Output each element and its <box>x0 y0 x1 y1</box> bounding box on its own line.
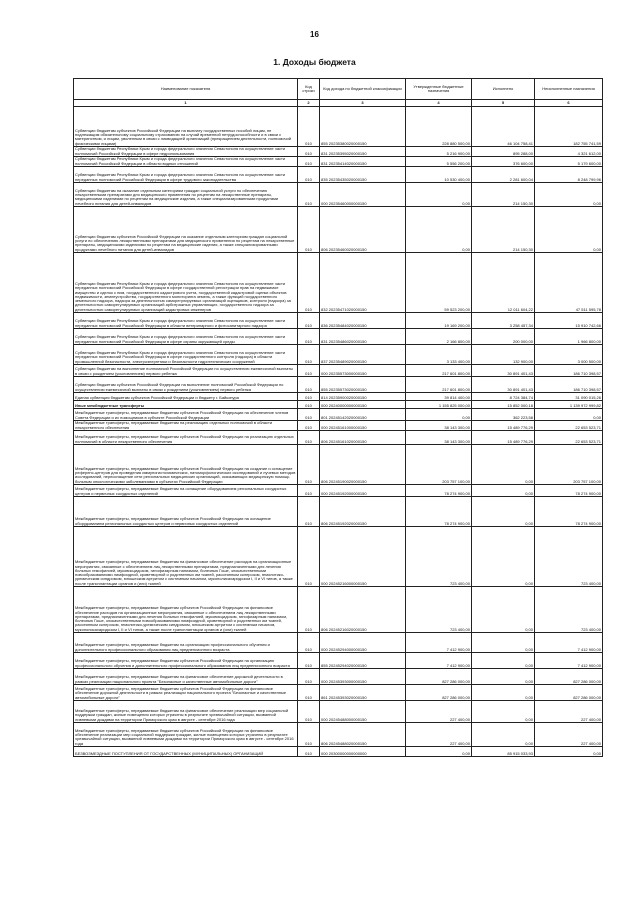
row-rest: 1 139 972 999,82 <box>535 401 603 409</box>
row-name: Межбюджетные трансферты, передаваемые бюджетам субъектов Российской Федерации на реализацию отдельных полномочий в области лекарственного обеспечения <box>74 431 298 445</box>
row-plan: 0,00 <box>406 183 472 207</box>
row-rest: 182 755 741,59 <box>535 107 603 147</box>
row-done: 200 000,00 <box>472 329 535 345</box>
row-kbk: 837 20235489020000150 <box>320 345 406 365</box>
row-line-code: 010 <box>298 207 320 253</box>
row-plan: 827 286 000,00 <box>406 685 472 701</box>
row-line-code: 010 <box>298 485 320 497</box>
row-kbk: 814 20235900020000150 <box>320 393 406 401</box>
col-number: 5 <box>472 100 535 107</box>
col-header-line-code: Код строки <box>298 79 320 100</box>
row-plan: 38 143 300,00 <box>406 421 472 431</box>
row-line-code: 010 <box>298 147 320 157</box>
section-heading: 1. Доходы бюджета <box>273 57 356 67</box>
row-rest: 31 090 015,26 <box>535 393 603 401</box>
row-plan: 7 412 900,00 <box>406 633 472 653</box>
table-row <box>74 365 603 377</box>
row-name: Субвенции бюджетам субъектов Российской Федерации на выполнение полномочий Российской Федерации по осуществлению ежемесячной выплаты в связи с рождением (усыновлением) первого ребенка <box>74 377 298 393</box>
row-name: Субвенции бюджетам Республики Крым и города федерального значения Севастополя на осуществление части переданных полномочий Российской Федерации в сфере охраны окружающей среды <box>74 329 298 345</box>
row-done: 85 915 033,93 <box>472 747 535 757</box>
row-done: 2 281 600,04 <box>472 167 535 183</box>
row-kbk: 806 20245190020000150 <box>320 445 406 485</box>
row-done: 15 489 776,29 <box>472 421 535 431</box>
row-name: Межбюджетные трансферты, передаваемые бюджетам на организацию профессионального обучения и дополнительного профессионального образования лиц предпенсионного возраста <box>74 633 298 653</box>
row-rest: 227 400,00 <box>535 723 603 747</box>
row-kbk: 000 20245488000000150 <box>320 701 406 723</box>
row-rest: 827 286 000,00 <box>535 685 603 701</box>
row-name: Субвенции бюджетам на оказание отдельным категориям граждан социальной услуги по обеспечению лекарственными препаратами для медицинского применения по рецептам на лекарственные препараты, медицинскими изделиями по рецептам на медицинские изделия, а также специализированными продуктами лечебного питания для детей-инвалидов <box>74 183 298 207</box>
row-line-code: 010 <box>298 445 320 485</box>
row-kbk: 836 20235484020000150 <box>320 313 406 329</box>
table-row <box>74 401 603 409</box>
col-header-plan: Утвержденные бюджетные назначения <box>406 79 472 100</box>
row-rest: 723 400,00 <box>535 587 603 633</box>
row-line-code: 010 <box>298 431 320 445</box>
row-line-code: 010 <box>298 393 320 401</box>
col-number: 2 <box>298 100 320 107</box>
row-name: Субвенции бюджетам Республики Крым и города федерального значения Севастополя на осуществление части переданных полномочий Российской Федерации в области ветеринарного и фитосанитарного надзора <box>74 313 298 329</box>
row-name: Субвенции бюджетам Республики Крым и города федерального значения Севастополя на осуществление части полномочий Российской Федерации в сфере недропользования <box>74 147 298 157</box>
row-done: 15 489 776,29 <box>472 431 535 445</box>
row-name: Субвенции бюджетам субъектов Российской Федерации на выплату государственных пособий лицам, не подлежащим обязательному социальному страхованию на случай временной нетрудоспособности и в связи с материнством, и лицам, уволенным в связи с ликвидацией организаций (прекращением деятельности, полномочий физическими лицами) <box>74 107 298 147</box>
row-rest: 0,00 <box>535 183 603 207</box>
row-plan: 7 412 900,00 <box>406 653 472 669</box>
row-plan: 723 400,00 <box>406 587 472 633</box>
row-name: Межбюджетные трансферты, передаваемые бюджетам на финансовое обеспечение дорожной деятельности в рамках реализации национального проекта "Безопасные и качественные автомобильные дороги" <box>74 669 298 685</box>
row-plan: 78 274 900,00 <box>406 485 472 497</box>
row-done: 15 852 000,18 <box>472 401 535 409</box>
row-name: Субвенции бюджетам Республики Крым и города федерального значения Севастополя на осуществление части полномочий Российской Федерации в области водных отношений <box>74 157 298 167</box>
table-row <box>74 431 603 445</box>
table-row <box>74 409 603 421</box>
table-row <box>74 485 603 497</box>
col-header-done: Исполнено <box>472 79 535 100</box>
income-table <box>73 78 603 757</box>
table-row <box>74 723 603 747</box>
row-plan: 0,00 <box>406 409 472 421</box>
row-name: Межбюджетные трансферты, передаваемые бюджетам субъектов Российской Федерации на оснащение оборудованием региональных сосудистых центров и первичных сосудистых отделений <box>74 497 298 527</box>
row-name: Межбюджетные трансферты, передаваемые бюджетам на реализацию отдельных полномочий в области лекарственного обеспечения <box>74 421 298 431</box>
row-plan: 217 601 800,00 <box>406 377 472 393</box>
row-kbk: 000 20235573000000150 <box>320 365 406 377</box>
table-row <box>74 685 603 701</box>
row-line-code: 010 <box>298 497 320 527</box>
row-plan: 0,00 <box>406 747 472 757</box>
row-done: 0,00 <box>472 653 535 669</box>
row-plan: 227 400,00 <box>406 723 472 747</box>
table-body <box>74 107 603 757</box>
row-kbk: 000 20300000000000000 <box>320 747 406 757</box>
row-rest: 22 653 523,71 <box>535 431 603 445</box>
table-row <box>74 207 603 253</box>
row-plan: 78 274 900,00 <box>406 497 472 527</box>
row-kbk: 806 20245161020000150 <box>320 431 406 445</box>
row-name: Межбюджетные трансферты, передаваемые бюджетам субъектов Российской Федерации на обеспечение членов Совета Федерации и их помощников в субъекте Российской Федерации <box>74 409 298 421</box>
row-line-code: 010 <box>298 107 320 147</box>
row-done: 30 891 401,43 <box>472 377 535 393</box>
row-kbk: 855 20245294020000150 <box>320 653 406 669</box>
row-name: Межбюджетные трансферты, передаваемые бюджетам на финансовое обеспечение расходов на организационные мероприятия, связанные с обеспечением лиц лекарственными препаратами, предназначенными для лечения больных гемофилией, муковисцидозом, гипофизарным нанизмом, болезнью Гоше, злокачественными новообразованиями лимфоидной, кроветворной и родственных им тканей, рассеянным склерозом, гемолитико-уремическим синдромом, юношеским артритом с системным началом, мукополисахаридозом I, II и VI типов, а также после трансплантации органов и (или) тканей <box>74 527 298 587</box>
row-plan: 5 216 900,00 <box>406 147 472 157</box>
column-number-row <box>74 100 603 107</box>
row-plan: 3 133 400,00 <box>406 345 472 365</box>
row-line-code: 010 <box>298 377 320 393</box>
row-line-code: 010 <box>298 409 320 421</box>
row-rest: 186 710 398,57 <box>535 365 603 377</box>
row-name: Межбюджетные трансферты, передаваемые бюджетам на оснащение оборудованием региональных сосудистых центров и первичных сосудистых отделений <box>74 485 298 497</box>
row-done: 46 104 758,41 <box>472 107 535 147</box>
row-line-code: 010 <box>298 365 320 377</box>
row-rest: 4 321 612,00 <box>535 147 603 157</box>
row-plan: 59 523 200,00 <box>406 253 472 313</box>
row-name: Межбюджетные трансферты, передаваемые бюджетам субъектов Российской Федерации на создание и оснащение референс-центров для проведения иммуногистохимических, патоморфологических исследований и лучевых методов исследований, переоснащение сети региональных медицинских организаций, оказывающих медицинскую помощь больным онкологическими заболеваниями в субъектах Российской Федерации <box>74 445 298 485</box>
table-row <box>74 669 603 685</box>
col-header-rest: Неисполненные назначения <box>535 79 603 100</box>
row-plan: 827 286 000,00 <box>406 669 472 685</box>
row-rest: 8 248 799,96 <box>535 167 603 183</box>
row-line-code: 010 <box>298 157 320 167</box>
row-done: 3 258 457,34 <box>472 313 535 329</box>
row-done: 214 150,30 <box>472 183 535 207</box>
row-done: 0,00 <box>472 485 535 497</box>
row-kbk: 000 20245294000000150 <box>320 633 406 653</box>
row-plan: 38 143 300,00 <box>406 431 472 445</box>
row-rest: 1 966 800,00 <box>535 329 603 345</box>
row-done: 895 288,00 <box>472 147 535 157</box>
row-name: Иные межбюджетные трансферты <box>74 401 298 409</box>
table-row <box>74 445 603 485</box>
row-line-code: 010 <box>298 669 320 685</box>
row-name: Субвенции бюджетам Республики Крым и города федерального значения Севастополя на осуществление части переданных полномочий Российской Федерации в сфере трудового законодательства <box>74 167 298 183</box>
row-done: 0,00 <box>472 723 535 747</box>
table-row <box>74 633 603 653</box>
row-rest: 47 511 595,78 <box>535 253 603 313</box>
row-line-code: 010 <box>298 345 320 365</box>
row-kbk: 000 20245161000000150 <box>320 421 406 431</box>
row-name: Межбюджетные трансферты, передаваемые бюджетам субъектов Российской Федерации на финансовое обеспечение расходов на организационные мероприятия, связанные с обеспечением лиц лекарственными препаратами, предназначенными для лечения больных гемофилией, муковисцидозом, гипофизарным нанизмом, болезнью Гоше, злокачественными новообразованиями лимфоидной, кроветворной и родственных им тканей, рассеянным склерозом, гемолитико-уремическим синдромом, юношеским артритом с системным началом, мукополисахаридозом I, II и VI типов, а также после трансплантации органов и (или) тканей <box>74 587 298 633</box>
row-line-code: 010 <box>298 653 320 669</box>
table-row <box>74 393 603 401</box>
row-kbk: 000 20245192000000150 <box>320 485 406 497</box>
row-done: 8 724 384,74 <box>472 393 535 401</box>
row-kbk: 801 20245142020000150 <box>320 409 406 421</box>
row-kbk: 000 20245216000000150 <box>320 527 406 587</box>
row-done: 0,00 <box>472 685 535 701</box>
row-rest: 0,00 <box>535 747 603 757</box>
row-name: БЕЗВОЗМЕЗДНЫЕ ПОСТУПЛЕНИЯ ОТ ГОСУДАРСТВЕННЫХ (МУНИЦИПАЛЬНЫХ) ОРГАНИЗАЦИЙ <box>74 747 298 757</box>
row-kbk: 806 20245192020000150 <box>320 497 406 527</box>
row-rest: 7 412 900,00 <box>535 633 603 653</box>
row-rest: 0,00 <box>535 207 603 253</box>
row-line-code: 010 <box>298 253 320 313</box>
table-row <box>74 313 603 329</box>
row-line-code: 010 <box>298 421 320 431</box>
row-done: 0,00 <box>472 445 535 485</box>
row-line-code: 010 <box>298 527 320 587</box>
row-plan: 19 169 200,00 <box>406 313 472 329</box>
row-rest: 5 179 600,00 <box>535 157 603 167</box>
page-number: 16 <box>310 30 319 39</box>
col-number: 3 <box>320 100 406 107</box>
col-number: 6 <box>535 100 603 107</box>
row-name: Единая субвенция бюджетам субъектов Российской Федерации и бюджету г. Байконура <box>74 393 298 401</box>
row-kbk: 855 20235573020000150 <box>320 377 406 393</box>
row-done: 0,00 <box>472 701 535 723</box>
row-done: 0,00 <box>472 497 535 527</box>
row-name: Межбюджетные трансферты, передаваемые бюджетам на финансовое обеспечение реализации мер социальной поддержки граждан, жилые помещения которых утрачены в результате чрезвычайной ситуации, вызванной ливневыми дождями на территории Приморского края в августе - сентябре 2016 года <box>74 701 298 723</box>
row-rest: 15 910 742,66 <box>535 313 603 329</box>
row-line-code: 010 <box>298 167 320 183</box>
row-plan: 2 166 800,00 <box>406 329 472 345</box>
row-name: Межбюджетные трансферты, передаваемые бюджетам субъектов Российской Федерации на организацию профессионального обучения и дополнительного профессионального образования лиц предпенсионного возраста <box>74 653 298 669</box>
row-kbk: 835 20235435020000150 <box>320 167 406 183</box>
row-plan: 217 601 800,00 <box>406 365 472 377</box>
row-rest: 3 000 500,00 <box>535 345 603 365</box>
row-line-code: 010 <box>298 401 320 409</box>
row-plan: 227 400,00 <box>406 701 472 723</box>
row-plan: 5 556 200,00 <box>406 157 472 167</box>
row-line-code: 010 <box>298 313 320 329</box>
row-line-code: 010 <box>298 633 320 653</box>
col-number: 4 <box>406 100 472 107</box>
row-done: 132 900,00 <box>472 345 535 365</box>
table-row <box>74 377 603 393</box>
row-line-code: 010 <box>298 701 320 723</box>
table-row <box>74 107 603 147</box>
row-plan: 39 814 400,00 <box>406 393 472 401</box>
row-line-code: 010 <box>298 329 320 345</box>
table-row <box>74 747 603 757</box>
row-done: 30 891 401,43 <box>472 365 535 377</box>
row-plan: 10 530 400,00 <box>406 167 472 183</box>
row-done: 0,00 <box>472 587 535 633</box>
row-done: 0,00 <box>472 633 535 653</box>
row-rest: 723 400,00 <box>535 527 603 587</box>
row-done: 376 600,00 <box>472 157 535 167</box>
row-kbk: 861 20245393020000150 <box>320 685 406 701</box>
row-rest: 186 710 398,57 <box>535 377 603 393</box>
row-name: Субвенции бюджетам на выполнение полномочий Российской Федерации по осуществлению ежемесячной выплаты в связи с рождением (усыновлением) первого ребенка <box>74 365 298 377</box>
row-done: 0,00 <box>472 527 535 587</box>
row-name: Субвенции бюджетам Республики Крым и города федерального значения Севастополя на осуществление части переданных полномочий Российской Федерации в сфере государственного контроля (надзора) в области промышленной безопасности, электроэнергетики и безопасности гидротехнических сооружений <box>74 345 298 365</box>
row-kbk: 000 20245393000000150 <box>320 669 406 685</box>
row-name: Межбюджетные трансферты, передаваемые бюджетам субъектов Российской Федерации на финансовое обеспечение реализации мер социальной поддержки граждан, жилые помещения которых утрачены в результате чрезвычайной ситуации, вызванной ливневыми дождями на территории Приморского края в августе - сентябре 2016 года <box>74 723 298 747</box>
row-line-code: 010 <box>298 747 320 757</box>
row-plan: 228 880 500,00 <box>406 107 472 147</box>
table-row <box>74 167 603 183</box>
col-header-name: Наименование показателя <box>74 79 298 100</box>
table-row <box>74 157 603 167</box>
row-rest: 227 400,00 <box>535 701 603 723</box>
row-line-code: 010 <box>298 723 320 747</box>
row-kbk: 000 20240000000000150 <box>320 401 406 409</box>
row-kbk: 806 20245488020000150 <box>320 723 406 747</box>
row-kbk: 855 20235380020000150 <box>320 107 406 147</box>
table-row <box>74 527 603 587</box>
row-kbk: 832 20235471020000150 <box>320 253 406 313</box>
row-kbk: 831 20235414020000150 <box>320 157 406 167</box>
row-rest: 0,00 <box>535 409 603 421</box>
table-row <box>74 653 603 669</box>
table-row <box>74 253 603 313</box>
row-done: 12 011 604,22 <box>472 253 535 313</box>
row-rest: 7 412 900,00 <box>535 653 603 669</box>
row-plan: 723 400,00 <box>406 527 472 587</box>
col-header-kbk: Код дохода по бюджетной классификации <box>320 79 406 100</box>
row-kbk: 000 20235460000000150 <box>320 183 406 207</box>
row-rest: 78 274 900,00 <box>535 497 603 527</box>
row-rest: 22 653 523,71 <box>535 421 603 431</box>
row-name: Межбюджетные трансферты, передаваемые бюджетам субъектов Российской Федерации на финансовое обеспечение дорожной деятельности в рамках реализации национального проекта "Безопасные и качественные автомобильные дороги" <box>74 685 298 701</box>
table-row <box>74 329 603 345</box>
row-line-code: 010 <box>298 685 320 701</box>
row-kbk: 806 20245216020000150 <box>320 587 406 633</box>
table-row <box>74 345 603 365</box>
table-row <box>74 701 603 723</box>
row-name: Субвенции бюджетам Республики Крым и города федерального значения Севастополя на осуществление части переданных полномочий Российской Федерации в сфере государственной регистрации прав на недвижимое имущество и сделок с ним, государственного кадастрового учета, государственной кадастровой оценки объектов недвижимости, землеустройства, государственного мониторинга земель, а также функций государственного земельного надзора, надзора за деятельностью саморегулируемых организаций оценщиков, контроля (надзора) за деятельностью саморегулируемых организаций арбитражных управляющих, государственного надзора за деятельностью саморегулируемых организаций кадастровых инженеров <box>74 253 298 313</box>
row-rest: 203 757 100,00 <box>535 445 603 485</box>
table-row <box>74 421 603 431</box>
row-rest: 827 286 000,00 <box>535 669 603 685</box>
table-row <box>74 587 603 633</box>
row-plan: 203 757 100,00 <box>406 445 472 485</box>
table-row <box>74 183 603 207</box>
row-kbk: 831 20235395020000150 <box>320 147 406 157</box>
row-kbk: 806 20235460020000150 <box>320 207 406 253</box>
row-plan: 0,00 <box>406 207 472 253</box>
row-rest: 78 274 900,00 <box>535 485 603 497</box>
row-line-code: 010 <box>298 183 320 207</box>
row-done: 214 150,30 <box>472 207 535 253</box>
row-done: 362 223,58 <box>472 409 535 421</box>
row-name: Субвенции бюджетам субъектов Российской Федерации на оказание отдельным категориям граждан социальной услуги по обеспечению лекарственными препаратами для медицинского применения по рецептам на лекарственные препараты, медицинскими изделиями по рецептам на медицинские изделия, а также специализированными продуктами лечебного питания для детей-инвалидов <box>74 207 298 253</box>
table-row <box>74 497 603 527</box>
row-plan: 1 155 825 000,00 <box>406 401 472 409</box>
row-kbk: 831 20235486020000150 <box>320 329 406 345</box>
row-done: 0,00 <box>472 669 535 685</box>
table-row <box>74 147 603 157</box>
col-number: 1 <box>74 100 298 107</box>
header-row <box>74 79 603 100</box>
row-line-code: 010 <box>298 587 320 633</box>
